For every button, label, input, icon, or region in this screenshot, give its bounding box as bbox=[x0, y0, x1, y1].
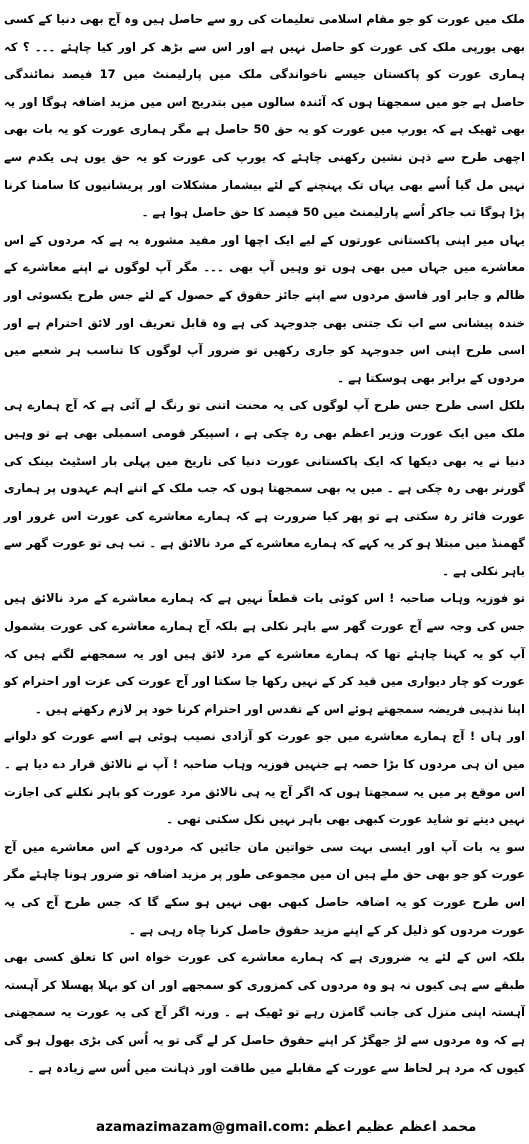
paragraph: تو فوزیہ وہاب صاحبہ ! اس کوئی بات قطعاً نہیں ہے کہ ہمارے معاشرے کے مرد نالائق ہیں جس کی وجہ سے آج عورت گھر سے باہر نکلی ہے بلکہ آج ہمارے معاشرے کی عورت بشمول آپ کو یہ کہنا چاہئے تھا کہ ہمارے معاشرے کے مرد لائق ہیں اور یہ سمجھنے لگنے ہیں کہ عورت کو چار دیواری میں قید کر کے نہیں رکھا جا سکتا اور آج عورت کی عزت اور احترام کو اپنا نذہبی فریضہ سمجھتے ہوئے اس کے تقدس اور احترام کرنا خود پر لازم رکھتے ہیں ۔ bbox=[4, 591, 525, 716]
paragraph: ملک میں عورت کو جو مقام اسلامی تعلیمات کی رو سے حاصل ہیں وہ آج بھی دنیا کے کسی بھی یورپی ملک کی عورت کو حاصل نہیں ہے اور اس سے بڑھ کر اور کیا چاہئے ۔۔۔ ؟ کہ ہماری عورت کو پاکستان جیسے ناخواندگی ملک میں پارلیمنٹ میں 17 فیصد نمائندگی حاصل ہے جو میں سمجھتا ہوں کہ آئندہ سالوں میں بتدریج اس میں مزید اضافہ ہوگا اور یہ بھی ٹھیک ہے کہ یورپ میں عورت کو یہ حق 50 حاصل ہے مگر ہماری عورت کو یہ بات بھی اچھی طرح سے ذہن نشین رکھنی چاہئے کہ یورپ کی عورت کو یہ حق یوں ہی یکدم سے نہیں مل گیا اُسے بھی یہاں تک پہنچنے کے لئے بیشمار مشکلات اور پریشانیوں کا سامنا کرنا پڑا ہوگا تب جاکر اُسے پارلیمنٹ میں 50 فیصد کا حق حاصل ہوا ہے ۔ bbox=[4, 12, 525, 220]
author-signature bbox=[96, 1116, 496, 1138]
paragraph: سو یہ بات آپ اور ایسی بہت سی خواتین مان جائیں کہ مردوں کے اس معاشرے میں آج عورت کو جو بھی حق ملے ہیں ان میں مجموعی طور پر مزید اضافہ تو ضرور ہونا چاہئے مگر اس طرح عورت کو یہ اضافہ حاصل کبھی بھی نہیں ہو سکے گا کہ جس طرح آج کی یہ عورت مردوں کو ذلیل کر کے اپنے مزید حقوق حاصل کرنا چاہ رہی ہے ۔ bbox=[4, 839, 525, 937]
author-email: azamazimazam@gmail.com bbox=[96, 1119, 305, 1135]
paragraph: یہاں میر اپنی پاکستانی عورتوں کے لیے ایک اچھا اور مفید مشورہ یہ ہے کہ مردوں کے اس معاشرے میں جہاں میں بھی ہوں تو وہیں آپ بھی ۔۔۔ مگر آپ لوگوں نے اپنے معاشرے کے ظالم و جابر اور فاسق مردوں سے اپنے جائز حقوق کے حصول کے لئے جس طرح یکسوئی اور خندہ پیشانی سے اب تک جتنی بھی جدوجہد کی ہے وہ قابل تعریف اور لائق احترام ہے اور اسی طرح اپنی اس جدوجہد کو جاری رکھیں تو ضرور آپ لوگوں کا تناسب ہر شعبے میں مردوں کے برابر بھی ہوسکتا ہے ۔ bbox=[4, 232, 525, 385]
paragraph: بلکل اسی طرح جس طرح آپ لوگوں کی یہ محنت اتنی تو رنگ لے آئی ہے کہ آج ہمارے ہی ملک میں ایک عورت وزیر اعظم بھی رہ چکی ہے ، اسپیکر قومی اسمبلی بھی ہے تو وہیں دنیا نے یہ بھی دیکھا کہ ایک پاکستانی عورت دنیا کی تاریخ میں پہلی بار اسٹیٹ بینک کی گورنر بھی رہ چکی ہے ۔ میں یہ بھی سمجھتا ہوں کہ جب ملک کے اتنے اہم عہدوں پر ہماری عورت فائز رہ سکتی ہے تو پھر کیا ضرورت ہے کہ ہمارے معاشرے کی عورت اس غرور اور گھمنڈ میں مبتلا ہو کر یہ کہے کہ ہمارے معاشرے کے مرد نالائق ہے ۔ تب ہی تو عورت گھر سے باہر نکلی ہے ۔ bbox=[4, 398, 525, 578]
article-body bbox=[4, 6, 525, 1082]
signature-separator: : bbox=[304, 1119, 310, 1135]
author-name: محمد اعظم عظیم اعظم bbox=[313, 1119, 477, 1135]
paragraph: اور ہاں ! آج ہمارے معاشرے میں جو عورت کو آزادی نصیب ہوئی ہے اسے عورت کو دلوانے میں ان ہی مردوں کا بڑا حصہ ہے جنہیں فوزیہ وہاب صاحبہ ! آپ نے نالائق قرار دے دیا ہے ۔ اس موقع پر میں یہ سمجھتا ہوں کہ اگر آج یہ ہی نالائق مرد عورت کو باہر نکلنے کی اجازت نہیں دیتے تو شاید عورت کبھی بھی باہر نہیں نکل سکتی تھی ۔ bbox=[4, 729, 525, 827]
paragraph: بلکہ اس کے لئے یہ ضروری ہے کہ ہمارے معاشرے کی عورت خواہ اس کا تعلق کسی بھی طبقے سے ہی کیوں نہ ہو وہ مردوں کی کمزوری کو سمجھے اور ان کو بہلا پھسلا کر آہستہ آہستہ اپنی منزل کی جانب گامزن رہے تو ٹھیک ہے ۔ ورنہ اگر آج کی یہ عورت یہ سمجھتی ہے کہ وہ مردوں سے لڑ جھگڑ کر اپنے حقوق حاصل کر لے گی تو یہ اُس کی بڑی بھول ہو گی کیوں کہ مرد ہر لحاظ سے عورت کے مقابلے میں طاقت اور ذہانت میں اُس سے زیادہ ہے ۔ bbox=[4, 950, 525, 1075]
